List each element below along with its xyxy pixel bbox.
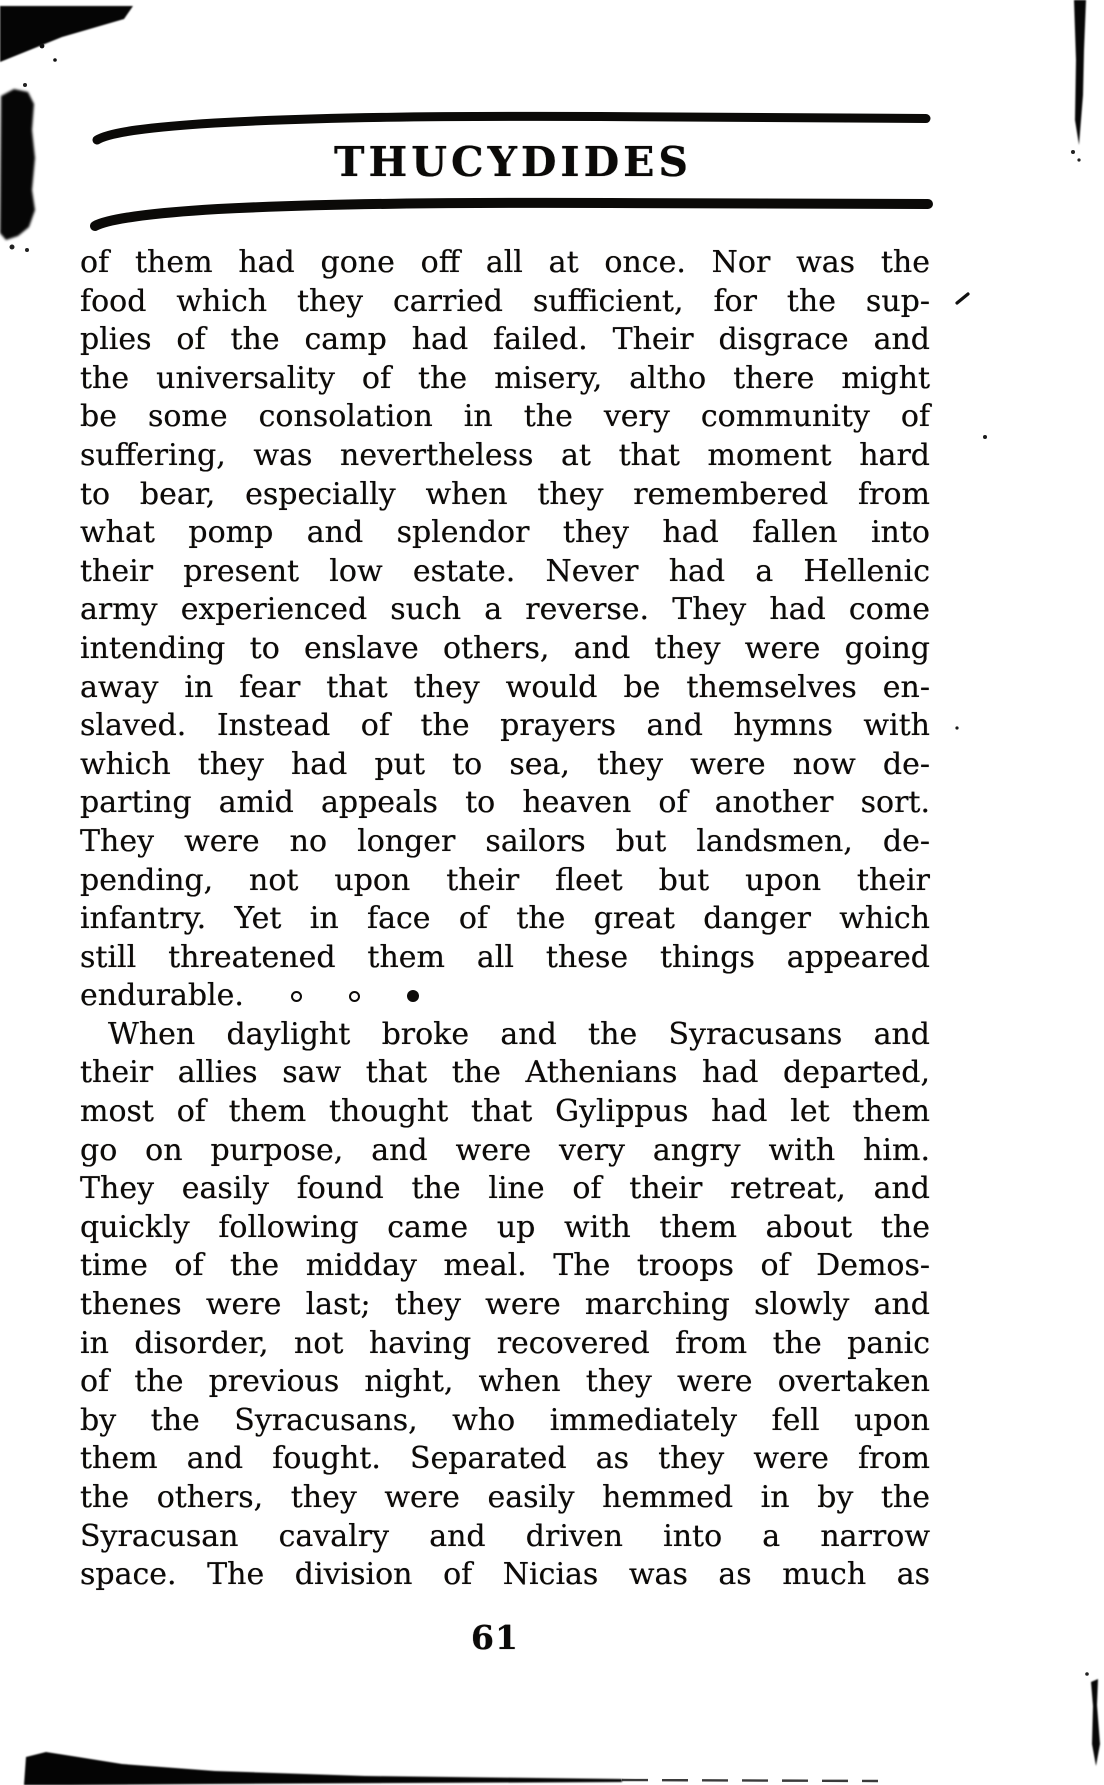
running-head-title: THUCYDIDES	[333, 138, 693, 186]
scan-artifact-left-edge-blob	[0, 89, 35, 240]
scan-artifact-bottom-line	[622, 1780, 878, 1781]
text-line: intending to enslave others, and they were going	[80, 630, 930, 666]
text-line: the others, they were easily hemmed in by the	[80, 1480, 930, 1515]
scan-artifact-bottom-left-wedge	[24, 1752, 622, 1785]
text-line: to bear, especially when they remembered from	[80, 476, 930, 512]
text-line: by the Syracusans, who immediately fell upon	[80, 1402, 930, 1438]
scan-artifact-speck	[10, 245, 15, 250]
text-line: in disorder, not having recovered from the panic	[80, 1325, 930, 1361]
text-line: slaved. Instead of the prayers and hymns with	[80, 708, 930, 744]
scan-artifact-speck	[25, 248, 29, 252]
text-line: infantry. Yet in face of the great danger which	[80, 901, 930, 937]
open-ellipsis-dot	[291, 991, 302, 1002]
text-line: Syracusan cavalry and driven into a narrow	[80, 1518, 930, 1554]
scan-artifact-speck	[1077, 158, 1080, 161]
scan-artifact-right-edge-bar	[1074, 0, 1086, 145]
text-line: endurable.	[80, 977, 930, 1016]
header-rule-bottom	[95, 203, 928, 226]
scan-artifact-bottom-right-mark	[1091, 1679, 1100, 1766]
text-line: go on purpose, and were very angry with him.	[80, 1132, 930, 1168]
scan-artifact-top-left-corner	[0, 6, 133, 62]
scan-artifact-speck	[1071, 150, 1075, 154]
text-line: their present low estate. Never had a Hellenic	[80, 553, 930, 589]
text-line: time of the midday meal. The troops of Demos-	[80, 1248, 930, 1284]
scan-artifact-speck	[1085, 1672, 1089, 1676]
scan-artifact-speck	[40, 44, 45, 49]
scan-artifact-speck	[955, 726, 958, 729]
text-line: pending, not upon their fleet but upon their	[80, 862, 930, 898]
scan-artifact-speck	[983, 435, 987, 439]
text-line: army experienced such a reverse. They had come	[80, 592, 930, 628]
text-line: When daylight broke and the Syracusans and	[108, 1016, 930, 1052]
text-line: still threatened them all these things appeared	[80, 939, 930, 975]
text-line: parting amid appeals to heaven of another sort.	[80, 785, 930, 821]
body-text	[80, 244, 930, 1595]
text-line: their allies saw that the Athenians had departed,	[80, 1055, 930, 1091]
text-line: be some consolation in the very community of	[80, 399, 930, 435]
page-number: 61	[471, 1618, 519, 1657]
scan-artifact-stray-tick	[957, 294, 968, 303]
solid-ellipsis-dot	[407, 990, 419, 1002]
text-line: suffering, was nevertheless at that moment hard	[80, 437, 930, 473]
scan-artifact-speck	[23, 83, 27, 87]
text-line: most of them thought that Gylippus had let them	[80, 1094, 930, 1130]
text-line: them and fought. Separated as they were from	[80, 1441, 930, 1477]
header-rule-top	[97, 116, 926, 140]
scan-artifact-speck	[53, 58, 57, 62]
text-line: food which they carried sufficient, for the sup-	[80, 283, 930, 319]
text-line: which they had put to sea, they were now de-	[80, 746, 930, 782]
text-line: of them had gone off all at once. Nor was the	[80, 245, 930, 280]
text-line: plies of the camp had failed. Their disgrace and	[80, 322, 930, 358]
open-ellipsis-dot	[349, 991, 360, 1002]
text-line: quickly following came up with them about the	[80, 1209, 930, 1245]
text-line: away in fear that they would be themselves en-	[80, 669, 930, 705]
text-line: They easily found the line of their retreat, and	[80, 1171, 930, 1207]
text-line: They were no longer sailors but landsmen, de-	[80, 823, 930, 859]
text-line: of the previous night, when they were overtaken	[80, 1364, 930, 1400]
text-line: the universality of the misery, altho there might	[80, 360, 930, 396]
text-line: thenes were last; they were marching slowly and	[80, 1287, 930, 1323]
text-line: space. The division of Nicias was as much as	[80, 1557, 930, 1593]
text-line: what pomp and splendor they had fallen into	[80, 515, 930, 551]
